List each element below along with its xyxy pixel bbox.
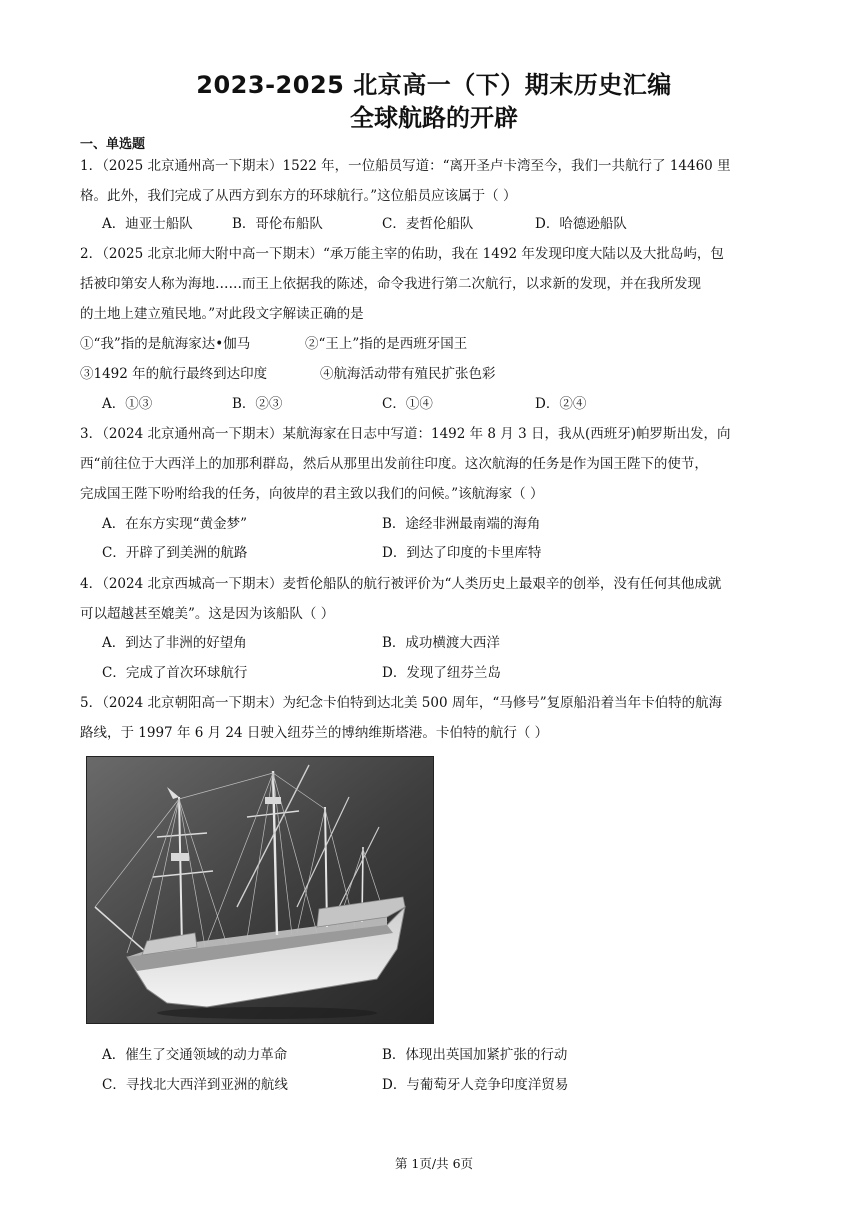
question-3-line-2: 西“前往位于大西洋上的加那利群岛，然后从那里出发前往印度。这次航海的任务是作为国王陛下的使节， xyxy=(80,456,708,472)
question-4-option-d: D．发现了纽芬兰岛 xyxy=(382,665,501,681)
question-3-line-3: 完成国王陛下吩咐给我的任务，向彼岸的君主致以我们的问候。”该航海家（ ） xyxy=(80,486,544,502)
page-number: 第 1页/共 6页 xyxy=(394,1156,474,1171)
question-5-line-1: 5．（2024 北京朝阳高一下期末）为纪念卡伯特到达北美 500 周年，“马修号”复原船沿着当年卡伯特的航海 xyxy=(80,695,723,711)
question-3-option-d: D．到达了印度的卡里库特 xyxy=(382,545,542,561)
question-4-line-2: 可以超越甚至媲美”。这是因为该船队（ ） xyxy=(80,606,335,622)
question-2-line-3: 的土地上建立殖民地。”对此段文字解读正确的是 xyxy=(80,306,364,322)
question-2-statement-1: ①“我”指的是航海家达•伽马 xyxy=(80,336,251,352)
question-5-option-c: C．寻找北大西洋到亚洲的航线 xyxy=(102,1077,288,1093)
question-5-line-2: 路线，于 1997 年 6 月 24 日驶入纽芬兰的博纳维斯塔港。卡伯特的航行（ ） xyxy=(80,725,549,741)
question-3-line-1: 3．（2024 北京通州高一下期末）某航海家在日志中写道：1492 年 8 月 3 日，我从(西班牙)帕罗斯出发，向 xyxy=(80,426,731,442)
question-4-option-a: A．到达了非洲的好望角 xyxy=(102,635,247,651)
question-2-option-d: D．②④ xyxy=(535,396,587,412)
question-1-option-d: D．哈德逊船队 xyxy=(535,216,627,232)
ship-photo xyxy=(86,756,434,1024)
page-subtitle: 全球航路的开辟 xyxy=(350,104,518,132)
question-1-option-b: B．哥伦布船队 xyxy=(232,216,323,232)
question-1-line-2: 格。此外，我们完成了从西方到东方的环球航行。”这位船员应该属于（ ） xyxy=(80,188,517,204)
question-2-option-b: B．②③ xyxy=(232,396,283,412)
question-2-statement-3: ③1492 年的航行最终到达印度 xyxy=(80,366,268,382)
section-heading: 一、单选题 xyxy=(80,137,146,152)
question-3-option-b: B．途经非洲最南端的海角 xyxy=(382,516,541,532)
question-2-line-1: 2．（2025 北京北师大附中高一下期末）“承万能主宰的佑助，我在 1492 年发现印度大陆以及大批岛屿，包 xyxy=(80,246,724,262)
question-2-option-a: A．①③ xyxy=(102,396,153,412)
question-2-statement-4: ④航海活动带有殖民扩张色彩 xyxy=(320,366,496,382)
question-1-option-c: C．麦哲伦船队 xyxy=(382,216,474,232)
question-1-line-1: 1．（2025 北京通州高一下期末）1522 年，一位船员写道：“离开圣卢卡湾至今，我们一共航行了 14460 里 xyxy=(80,158,731,174)
question-3-option-a: A．在东方实现“黄金梦” xyxy=(102,516,248,532)
question-2-option-c: C．①④ xyxy=(382,396,433,412)
page-title: 2023-2025 北京高一（下）期末历史汇编 xyxy=(196,71,672,99)
question-4-line-1: 4．（2024 北京西城高一下期末）麦哲伦船队的航行被评价为“人类历史上最艰辛的创举，没有任何其他成就 xyxy=(80,576,722,592)
question-5-option-b: B．体现出英国加紧扩张的行动 xyxy=(382,1047,568,1063)
question-1-option-a: A．迪亚士船队 xyxy=(102,216,193,232)
question-4-option-c: C．完成了首次环球航行 xyxy=(102,665,248,681)
question-2-statement-2: ②“王上”指的是西班牙国王 xyxy=(305,336,468,352)
question-5-option-a: A．催生了交通领域的动力革命 xyxy=(102,1047,288,1063)
question-5-option-d: D．与葡萄牙人竞争印度洋贸易 xyxy=(382,1077,569,1093)
question-4-option-b: B．成功横渡大西洋 xyxy=(382,635,500,651)
question-2-line-2: 括被印第安人称为海地……而王上依据我的陈述，命令我进行第二次航行，以求新的发现，并在我所发现 xyxy=(80,276,701,292)
question-3-option-c: C．开辟了到美洲的航路 xyxy=(102,545,248,561)
